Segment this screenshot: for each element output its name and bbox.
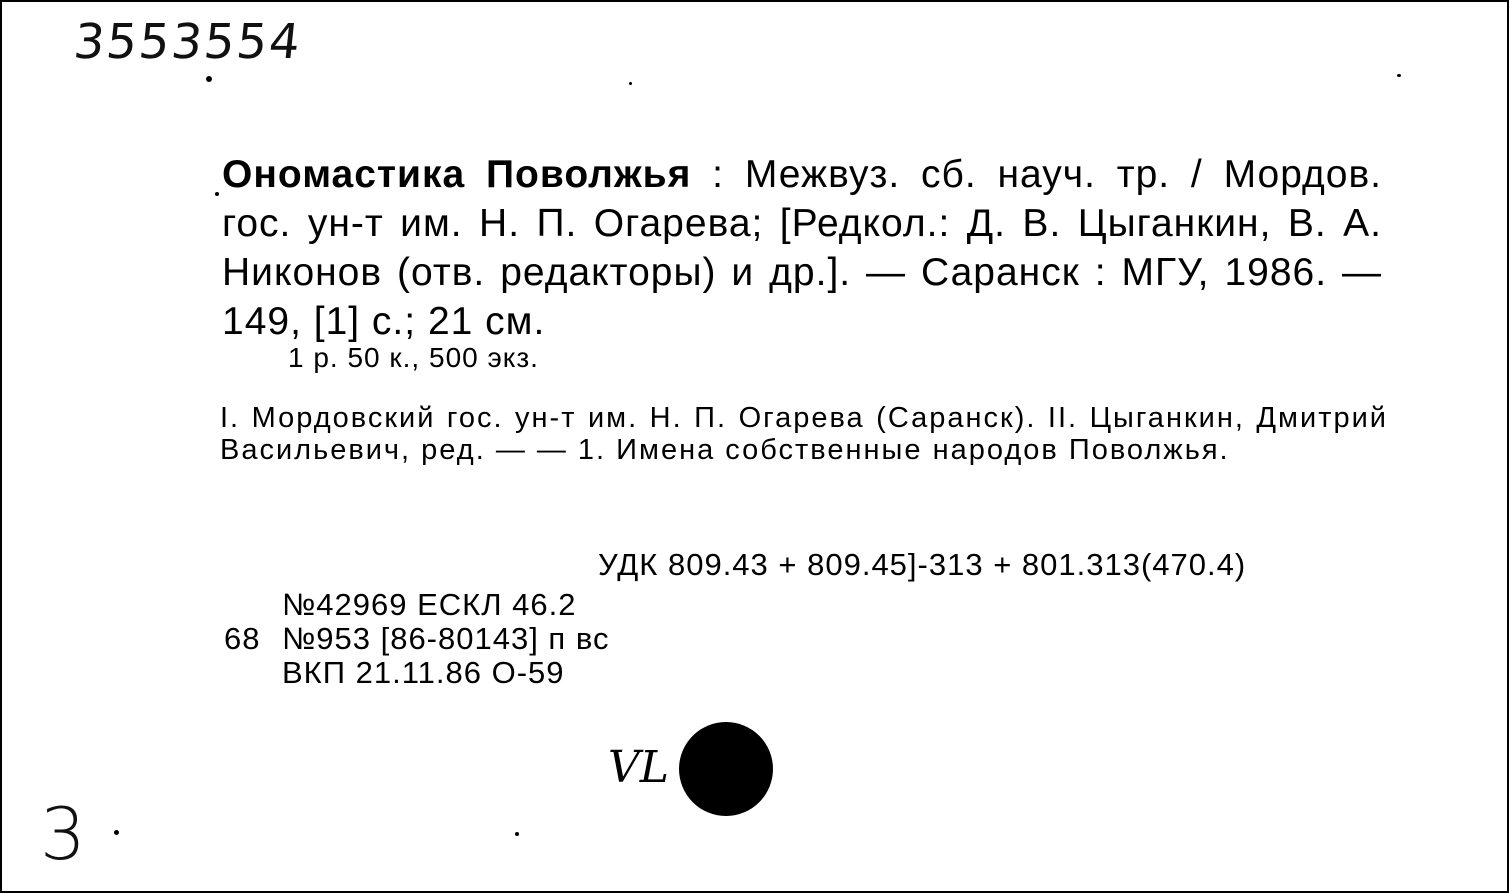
ink-dot: [515, 832, 519, 836]
entry-body: : Межвуз. сб. науч. тр. / Мордов. гос. ун-т им. Н. П. Огарева; [Редкол.: Д. В. Цыганкин, В. А. Никонов (отв. редакторы) и др.]. — Саранск : МГУ, 1986. — 149, [1] с.; 21 см.: [222, 153, 1382, 343]
code-line-3-text: ВКП 21.11.86 О-59: [282, 655, 565, 690]
ink-dot: [1397, 74, 1401, 77]
code-line-1: [224, 588, 609, 622]
catalog-codes: [224, 588, 609, 690]
handwritten-mark: VL: [608, 742, 669, 793]
code-line-1-text: №42969 ЕСКЛ 46.2: [282, 587, 577, 622]
ink-dot: [206, 76, 212, 82]
ink-dot: [629, 82, 632, 85]
ink-dot: [114, 830, 119, 835]
entry-title: Ономастика Поволжья: [222, 153, 692, 196]
inventory-number: 3553554: [71, 14, 305, 70]
code-line-2-prefix: 68: [224, 621, 261, 656]
bibliographic-entry: [222, 150, 1382, 346]
udc-classification: УДК 809.43 + 809.45]-313 + 801.313(470.4): [598, 547, 1247, 582]
code-line-2: [224, 622, 609, 656]
code-line-2-text: №953 [86-80143] п вс: [282, 621, 610, 656]
price-and-print-run: 1 р. 50 к., 500 экз.: [288, 342, 539, 373]
code-line-3: [224, 656, 609, 690]
ink-dot: [215, 192, 219, 196]
corner-mark: 3: [40, 792, 86, 876]
tracings: I. Мордовский гос. ун-т им. Н. П. Огарева (Саранск). II. Цыганкин, Дмитрий Васильевич, ред. — — 1. Имена собственные народов Поволжья.: [220, 402, 1388, 466]
black-circle-stamp: [679, 722, 773, 816]
